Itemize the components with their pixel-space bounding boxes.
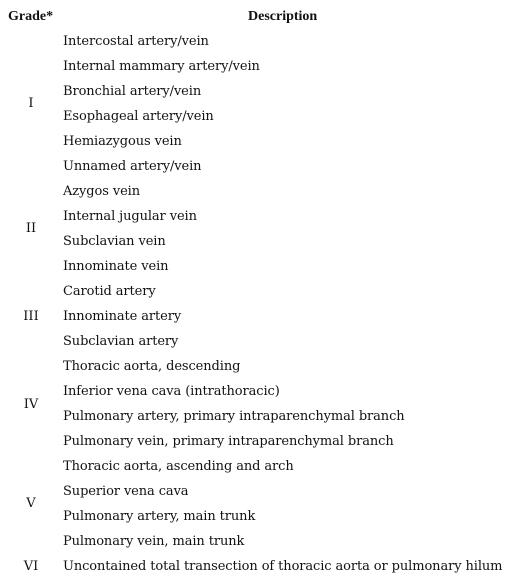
description-cell: Internal mammary artery/vein [63,59,260,74]
grade-label: III [23,309,39,324]
description-cell: Inferior vena cava (intrathoracic) [63,384,280,399]
description-cell: Superior vena cava [63,484,189,499]
column-header-grade: Grade* [8,9,54,24]
description-cell: Pulmonary artery, primary intraparenchymal branch [63,409,405,424]
grade-label: V [26,496,36,511]
description-cell: Uncontained total transection of thoracic aorta or pulmonary hilum [63,559,503,574]
description-cell: Subclavian vein [63,234,166,249]
grade-label: I [28,96,34,111]
description-cell: Azygos vein [63,184,141,199]
description-cell: Bronchial artery/vein [63,84,202,99]
column-header-description: Description [248,9,318,24]
description-cell: Innominate vein [63,259,169,274]
grade-label: IV [23,397,39,412]
description-cell: Pulmonary vein, primary intraparenchymal branch [63,434,394,449]
grade-label: II [25,221,37,236]
description-cell: Thoracic aorta, descending [63,359,241,374]
description-cell: Internal jugular vein [63,209,197,224]
description-cell: Intercostal artery/vein [63,34,209,49]
description-cell: Pulmonary vein, main trunk [63,534,245,549]
description-cell: Hemiazygous vein [63,134,182,149]
description-cell: Carotid artery [63,284,156,299]
description-cell: Unnamed artery/vein [63,159,202,174]
description-cell: Subclavian artery [63,334,179,349]
description-cell: Esophageal artery/vein [63,109,214,124]
description-cell: Innominate artery [63,309,182,324]
grade-label: VI [23,559,39,574]
description-cell: Pulmonary artery, main trunk [63,509,256,524]
description-cell: Thoracic aorta, ascending and arch [63,459,294,474]
